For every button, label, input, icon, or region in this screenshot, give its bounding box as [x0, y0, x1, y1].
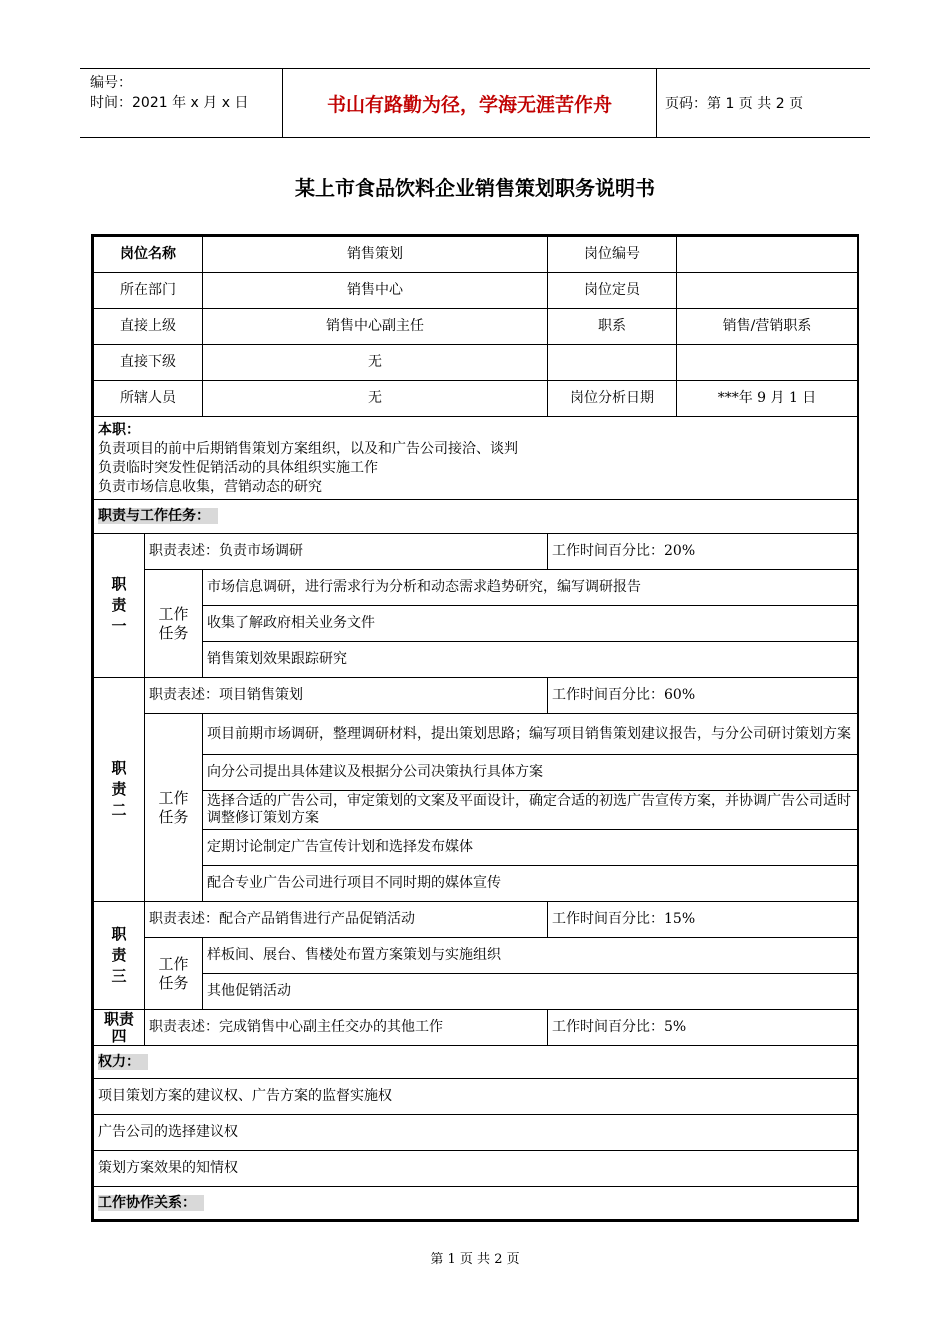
duty-1-task: 收集了解政府相关业务文件 [203, 606, 858, 642]
duty-2-task: 选择合适的广告公司，审定策划的文案及平面设计，确定合适的初选广告宣传方案，并协调广告公司适时调整修订策划方案 [203, 791, 858, 830]
duties-heading: 职责与工作任务： [98, 508, 218, 524]
duty-1-desc: 职责表述：负责市场调研 [145, 534, 548, 570]
power-row [94, 1079, 858, 1115]
power-item: 广告公司的选择建议权 [94, 1115, 858, 1151]
position-code-value [677, 237, 858, 273]
superior-value: 销售中心副主任 [203, 309, 548, 345]
duty-4-label: 职责 四 [94, 1010, 145, 1046]
job-description-form [91, 234, 859, 1222]
empty-cell [548, 345, 677, 381]
duty-4-pct: 工作时间百分比：5% [548, 1010, 858, 1046]
duty-1-task-label: 工作 任务 [145, 570, 203, 678]
analysis-date-label: 岗位分析日期 [548, 381, 677, 417]
subordinate-value: 无 [203, 345, 548, 381]
coop-heading-cell [94, 1187, 858, 1220]
benzhi-line: 负责项目的前中后期销售策划方案组织，以及和广告公司接洽、谈判 [98, 441, 518, 457]
duty-2-task-label: 工作 任务 [145, 714, 203, 902]
position-name-value: 销售策划 [203, 237, 548, 273]
duty-1-pct: 工作时间百分比：20% [548, 534, 858, 570]
headcount-label: 岗位定员 [548, 273, 677, 309]
headcount-value [677, 273, 858, 309]
position-name-label: 岗位名称 [94, 237, 203, 273]
info-row-position [94, 237, 858, 273]
duty-1-task-row [94, 606, 858, 642]
duty-2-task: 项目前期市场调研，整理调研材料，提出策划思路；编写项目销售策划建议报告，与分公司研讨策划方案 [203, 714, 858, 755]
duty-1-task-row [94, 570, 858, 606]
duty-2-task: 配合专业广告公司进行项目不同时期的媒体宣传 [203, 866, 858, 902]
duty-2-task-row [94, 755, 858, 791]
power-row [94, 1151, 858, 1187]
empty-cell [677, 345, 858, 381]
info-row-subordinate [94, 345, 858, 381]
duty-2-task-row [94, 830, 858, 866]
time-label: 时间：2021 年 x 月 x 日 [90, 95, 249, 111]
coop-heading: 工作协作关系： [98, 1195, 204, 1211]
duty-3-task-label: 工作 任务 [145, 938, 203, 1010]
info-row-staff [94, 381, 858, 417]
power-heading-row [94, 1046, 858, 1079]
analysis-date-value: ***年 9 月 1 日 [677, 381, 858, 417]
duty-2-task-row [94, 791, 858, 830]
page-header [80, 68, 870, 138]
duty-2-pct: 工作时间百分比：60% [548, 678, 858, 714]
duty-2-task: 定期讨论制定广告宣传计划和选择发布媒体 [203, 830, 858, 866]
duty-4-desc: 职责表述：完成销售中心副主任交办的其他工作 [145, 1010, 548, 1046]
duty-2-label: 职 责 二 [94, 678, 145, 902]
power-item: 策划方案效果的知情权 [94, 1151, 858, 1187]
duty-3-task-row [94, 938, 858, 974]
duty-3-label: 职 责 三 [94, 902, 145, 1010]
power-heading-cell [94, 1046, 858, 1079]
department-label: 所在部门 [94, 273, 203, 309]
superior-label: 直接上级 [94, 309, 203, 345]
header-page-info: 页码：第 1 页 共 2 页 [665, 96, 804, 112]
duty-3-task: 样板间、展台、售楼处布置方案策划与实施组织 [203, 938, 858, 974]
info-row-superior [94, 309, 858, 345]
duty-2-task-row [94, 714, 858, 755]
header-meta [90, 73, 248, 113]
job-family-label: 职系 [548, 309, 677, 345]
duty-2-task: 向分公司提出具体建议及根据分公司决策执行具体方案 [203, 755, 858, 791]
job-family-value: 销售/营销职系 [677, 309, 858, 345]
power-item: 项目策划方案的建议权、广告方案的监督实施权 [94, 1079, 858, 1115]
benzhi-row [94, 417, 858, 500]
info-row-department [94, 273, 858, 309]
duty-1-task: 销售策划效果跟踪研究 [203, 642, 858, 678]
duty-1-desc-row [94, 534, 858, 570]
duties-heading-row [94, 500, 858, 534]
duty-3-pct: 工作时间百分比：15% [548, 902, 858, 938]
duties-heading-cell [94, 500, 858, 534]
staff-label: 所辖人员 [94, 381, 203, 417]
page-footer: 第 1 页 共 2 页 [430, 1252, 520, 1267]
duty-2-desc-row [94, 678, 858, 714]
position-code-label: 岗位编号 [548, 237, 677, 273]
duty-3-desc: 职责表述：配合产品销售进行产品促销活动 [145, 902, 548, 938]
duty-2-task-row [94, 866, 858, 902]
header-motto: 书山有路勤为径，学海无涯苦作舟 [282, 69, 657, 137]
power-heading: 权力： [98, 1054, 148, 1070]
department-value: 销售中心 [203, 273, 548, 309]
duty-3-desc-row [94, 902, 858, 938]
form-table [93, 236, 858, 1220]
benzhi-line: 负责临时突发性促销活动的具体组织实施工作 [98, 460, 378, 476]
duty-1-task: 市场信息调研，进行需求行为分析和动态需求趋势研究，编写调研报告 [203, 570, 858, 606]
duty-3-task: 其他促销活动 [203, 974, 858, 1010]
duty-1-label: 职 责 一 [94, 534, 145, 678]
power-row [94, 1115, 858, 1151]
coop-heading-row [94, 1187, 858, 1220]
subordinate-label: 直接下级 [94, 345, 203, 381]
duty-2-desc: 职责表述：项目销售策划 [145, 678, 548, 714]
document-title: 某上市食品饮料企业销售策划职务说明书 [295, 176, 655, 200]
benzhi-cell [94, 417, 858, 500]
benzhi-line: 负责市场信息收集，营销动态的研究 [98, 479, 322, 495]
code-label: 编号： [90, 75, 132, 91]
benzhi-heading: 本职： [98, 422, 140, 438]
staff-value: 无 [203, 381, 548, 417]
duty-1-task-row [94, 642, 858, 678]
duty-4-row [94, 1010, 858, 1046]
duty-3-task-row [94, 974, 858, 1010]
